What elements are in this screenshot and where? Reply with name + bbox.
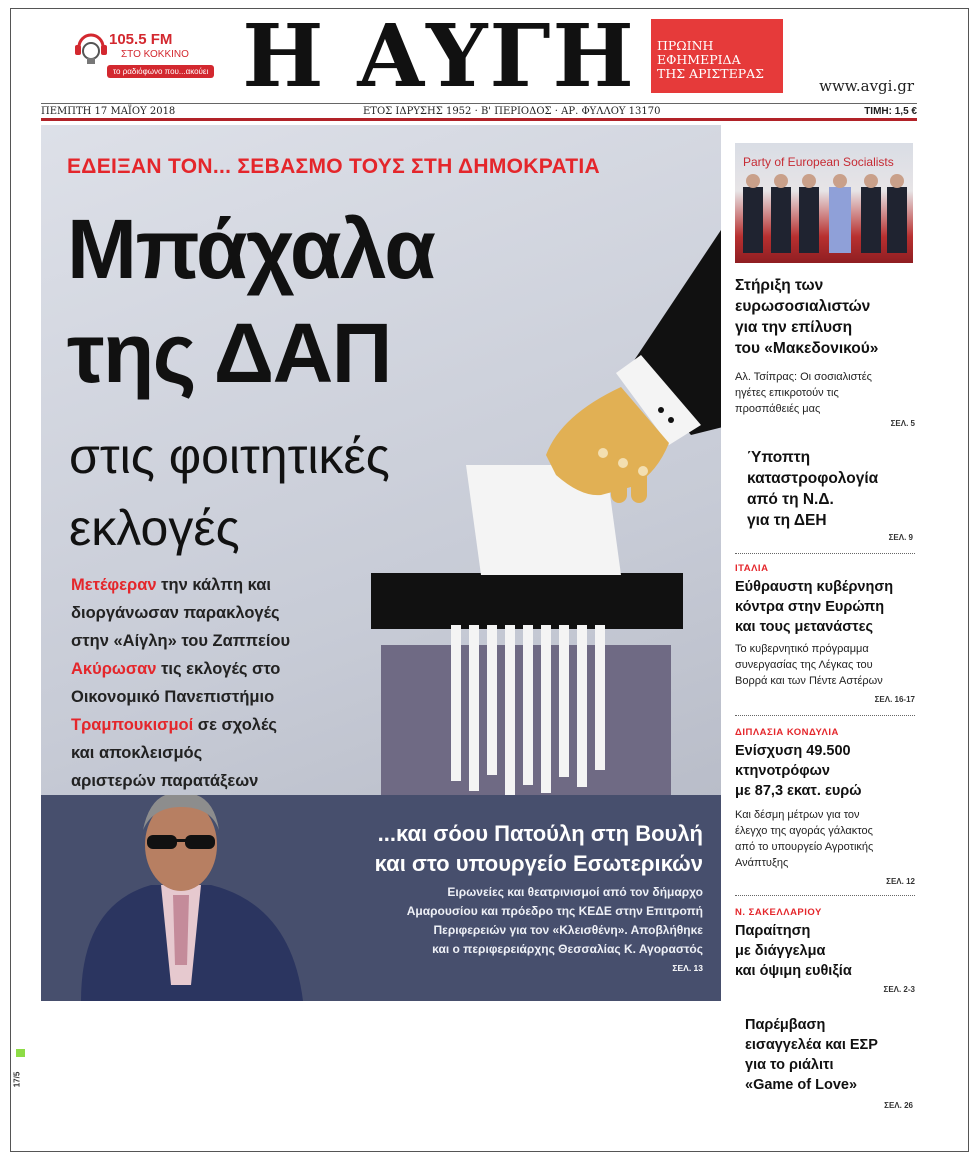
main-story[interactable] <box>41 125 721 903</box>
bullet-line: αριστερών παρατάξεων <box>71 772 259 790</box>
sidebar-story4-kicker: ΔΙΠΛΑΣΙΑ ΚΟΝΔΥΛΙΑ <box>735 727 839 738</box>
headline-line: και στο υπουργείο Εσωτερικών <box>374 851 703 876</box>
headline-line: καταστροφολογία <box>747 470 879 487</box>
headline-line: ...και σόου Πατούλη στη Βουλή <box>377 821 703 846</box>
edge-date: 17/5 <box>12 1071 22 1088</box>
photo-sign: Party of European Socialists <box>743 155 894 169</box>
issue-info: ΕΤΟΣ ΙΔΡΥΣΗΣ 1952 · Β' ΠΕΡΙΟΔΟΣ · ΑΡ. ΦΥΛΛΟΥ 13170 <box>363 106 661 117</box>
text-line: ηγέτες επικροτούν τις <box>735 387 839 399</box>
text-line: από το υπουργείο Αγροτικής <box>735 841 874 853</box>
page-reference: ΣΕΛ. 13 <box>672 963 703 973</box>
bullet-highlight: Τραμπουκισμοί <box>71 716 194 734</box>
bullet-item <box>71 657 290 710</box>
text-line: και ο περιφερειάρχης Θεσσαλίας Κ. Αγοραστός <box>432 942 703 956</box>
newspaper-front-page <box>10 8 969 1152</box>
headline-line: Ενίσχυση 49.500 <box>735 743 851 759</box>
headline-line: Στήριξη των <box>735 277 824 294</box>
issue-price: ΤΙΜΗ: 1,5 € <box>864 106 917 117</box>
text-line: Βορρά και των Πέντε Αστέρων <box>735 675 883 687</box>
text-line: Αμαρουσίου και πρόεδρο της ΚΕΔΕ στην Επιτροπή <box>406 904 703 918</box>
headline-line: Μπάχαλα <box>67 202 435 296</box>
page-reference: ΣΕΛ. 12 <box>886 877 915 886</box>
text-line: Περιφερειών για τον «Κλεισθένη». Αποβλήθηκε <box>433 923 703 937</box>
man-portrait-photo <box>41 795 321 1001</box>
socialists-photo[interactable] <box>735 143 913 263</box>
bullet-highlight: Ακύρωσαν <box>71 660 157 678</box>
headline-line: για την επίλυση <box>735 319 853 336</box>
headline-line: ευρωσοσιαλιστών <box>735 298 871 315</box>
sidebar-story4-text <box>735 807 873 871</box>
tagline-line: ΠΡΩΙΝΗ <box>657 38 714 53</box>
leaders-silhouettes <box>735 143 913 263</box>
dateline-bar <box>41 103 917 121</box>
divider <box>735 895 915 896</box>
main-bullets <box>71 573 290 825</box>
sidebar-story5-kicker: Ν. ΣΑΚΕΛΛΑΡΙΟΥ <box>735 907 822 918</box>
green-marker <box>16 1049 25 1057</box>
page-reference: ΣΕΛ. 9 <box>888 533 913 542</box>
page-reference: ΣΕΛ. 5 <box>890 419 915 428</box>
deck-line: στις φοιτητικές <box>69 428 390 484</box>
main-kicker: ΕΔΕΙΞΑΝ ΤΟΝ... ΣΕΒΑΣΜΟ ΤΟΥΣ ΣΤΗ ΔΗΜΟΚΡΑΤΙΑ <box>67 155 600 178</box>
bottom-headline <box>375 819 703 879</box>
bullet-line: διοργάνωσαν παρακλογές <box>71 604 280 622</box>
headline-line: και τους μετανάστες <box>735 619 874 635</box>
text-line: Αλ. Τσίπρας: Οι σοσιαλιστές <box>735 371 872 383</box>
page-reference: ΣΕΛ. 16-17 <box>874 695 915 704</box>
bullet-line: σε σχολές <box>193 716 277 734</box>
radio-slogan: το ραδιόφωνο που...ακούει <box>107 65 214 78</box>
deck-line: εκλογές <box>69 500 240 556</box>
headline-line: εισαγγελέα και ΕΣΡ <box>745 1037 878 1053</box>
headline-line: της ΔΑΠ <box>67 306 391 400</box>
headline-line: με 87,3 εκατ. ευρώ <box>735 783 862 799</box>
bottom-text <box>407 883 703 959</box>
headline-line: για το ριάλιτι <box>745 1057 834 1073</box>
sidebar-story3-headline[interactable] <box>735 577 893 637</box>
tagline-box <box>651 19 783 93</box>
radio-frequency: 105.5 FM <box>109 31 173 48</box>
main-deck <box>69 420 390 564</box>
issue-date: ΠΕΜΠΤΗ 17 ΜΑΪΟΥ 2018 <box>41 106 176 117</box>
bottom-story[interactable] <box>41 795 721 1001</box>
headline-line: κτηνοτρόφων <box>735 763 830 779</box>
headline-line: με διάγγελμα <box>735 943 826 959</box>
website-link[interactable]: www.avgi.gr <box>819 77 914 95</box>
text-line: Ανάπτυξης <box>735 857 789 869</box>
text-line: συνεργασίας της Λέγκας του <box>735 659 873 671</box>
tagline-line: ΕΦΗΜΕΡΙΔΑ <box>657 52 741 67</box>
divider <box>735 553 915 554</box>
radio-ad[interactable] <box>71 27 221 87</box>
bullet-line: τις εκλογές στο <box>156 660 281 678</box>
text-line: Και δέσμη μέτρων για τον <box>735 809 860 821</box>
headline-line: και όψιμη ευθιξία <box>735 963 852 979</box>
sidebar-story3-kicker: ΙΤΑΛΙΑ <box>735 563 769 574</box>
sidebar-story3-text <box>735 641 883 689</box>
sidebar-story4-headline[interactable] <box>735 741 862 801</box>
bullet-item <box>71 573 290 654</box>
page-reference: ΣΕΛ. 2-3 <box>883 985 915 994</box>
bullet-line: και αποκλεισμός <box>71 744 203 762</box>
sidebar-story6-headline[interactable] <box>745 1015 878 1095</box>
tagline-line: ΤΗΣ ΑΡΙΣΤΕΡΑΣ <box>657 66 765 81</box>
sidebar-story5-headline[interactable] <box>735 921 852 981</box>
text-line: έλεγχο της αγοράς γάλακτος <box>735 825 873 837</box>
lightbulb-headphones-icon <box>71 27 111 75</box>
divider <box>735 715 915 716</box>
newspaper-logo[interactable]: Η ΑΥΓΗ <box>242 8 636 107</box>
bullet-highlight: Μετέφεραν <box>71 576 157 594</box>
headline-line: για τη ΔΕΗ <box>747 512 827 529</box>
headline-line: από τη Ν.Δ. <box>747 491 834 508</box>
text-line: Ειρωνείες και θεατρινισμοί από τον δήμαρχο <box>447 885 703 899</box>
headline-line: Εύθραυστη κυβέρνηση <box>735 579 894 595</box>
bullet-line: την κάλπη και <box>156 576 271 594</box>
text-line: προσπάθειές μας <box>735 403 821 415</box>
sidebar-story1-headline[interactable] <box>735 275 878 359</box>
main-headline[interactable] <box>67 197 434 405</box>
sidebar-story1-text <box>735 369 872 417</box>
headline-line: του «Μακεδονικού» <box>735 340 879 357</box>
radio-station: ΣΤΟ ΚΟΚΚΙΝΟ <box>121 49 189 60</box>
bullet-line: στην «Αίγλη» του Ζαππείου <box>71 632 291 650</box>
headline-line: κόντρα στην Ευρώπη <box>735 599 885 615</box>
bullet-line: Οικονομικό Πανεπιστήμιο <box>71 688 275 706</box>
sidebar-story2-headline[interactable] <box>747 447 878 531</box>
headline-line: Ύποπτη <box>747 449 811 466</box>
edge-mark <box>12 1049 27 1109</box>
page-reference: ΣΕΛ. 26 <box>884 1101 913 1110</box>
headline-line: Παραίτηση <box>735 923 811 939</box>
text-line: Το κυβερνητικό πρόγραμμα <box>735 643 869 655</box>
headline-line: «Game of Love» <box>745 1077 858 1093</box>
headline-line: Παρέμβαση <box>745 1017 826 1033</box>
